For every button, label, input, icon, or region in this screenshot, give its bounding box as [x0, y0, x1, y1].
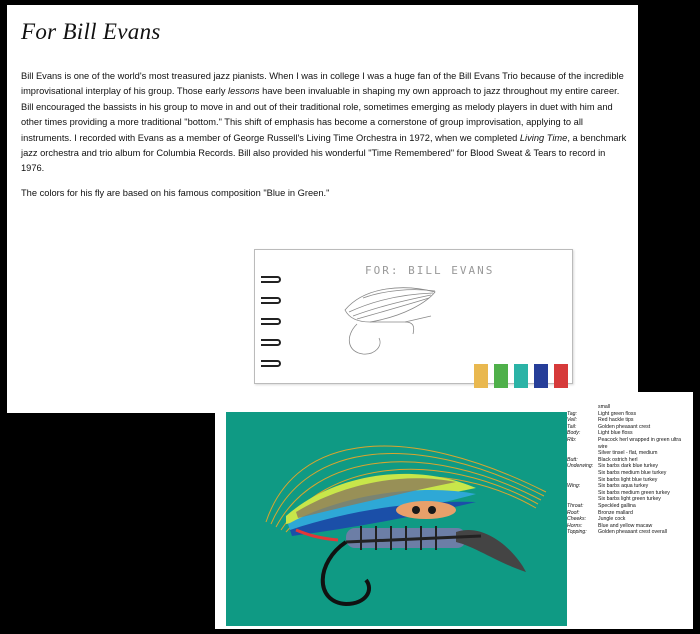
- recipe-key: Horns:: [567, 522, 583, 529]
- recipe-value: Light green floss: [598, 410, 637, 417]
- recipe-list: [567, 404, 691, 536]
- page-title: For Bill Evans: [21, 19, 161, 44]
- recipe-value: Speckled gallina: [598, 502, 636, 509]
- recipe-key: Tail:: [567, 423, 577, 430]
- recipe-key: Cheeks:: [567, 516, 587, 523]
- recipe-value: Bronze mallard: [598, 509, 633, 516]
- body-paragraph-1: [21, 69, 627, 177]
- swatch-green: [494, 364, 508, 388]
- recipe-value: Blue and yellow macaw: [598, 522, 653, 529]
- body-text: [21, 69, 627, 210]
- swatch-yellow: [474, 364, 488, 388]
- recipe-value: Jungle cock: [598, 516, 626, 523]
- sketchbook-page: [254, 249, 573, 384]
- recipe-key: Body:: [567, 430, 581, 437]
- recipe-row: [567, 510, 691, 517]
- swatch-aqua: [514, 364, 528, 388]
- recipe-row: [567, 417, 691, 424]
- recipe-key: Throat:: [567, 502, 584, 509]
- sketch-caption: FOR: BILL EVANS: [365, 264, 495, 277]
- recipe-row: [567, 523, 691, 530]
- recipe-value: Light blue floss: [598, 430, 633, 437]
- recipe-key: [567, 404, 598, 411]
- body-emphasis: Living Time: [519, 132, 568, 143]
- recipe-value: Black ostrich herl: [598, 456, 638, 463]
- body-text-run: have been invaluable in shaping my own approach to jazz throughout my entire career. Bill encouraged the bassists in his group to move in and out of their traditional role, sometimes emerging as melody players in duet with him and other times providing a more traditional "bottom." This shift of emphasis has become a cornerstone of group improvisation, applying to all instruments. I recorded with Evans as a member of George Russell's Living Time Orchestra in 1972, when we completed: [21, 86, 620, 143]
- page-two: [215, 392, 693, 629]
- recipe-row: [567, 457, 691, 464]
- recipe-value: Six barbs aqua turkey Six barbs medium green turkey Six barbs light green turkey: [598, 483, 670, 503]
- recipe-value: Golden pheasant crest: [598, 423, 651, 430]
- color-swatches: [474, 364, 568, 388]
- recipe-row: [567, 529, 691, 536]
- recipe-key: Butt:: [567, 456, 578, 463]
- recipe-row: [567, 411, 691, 418]
- recipe-row: [567, 503, 691, 510]
- recipe-value: Golden pheasant crest overall: [598, 529, 667, 536]
- spiral-binding: [261, 276, 281, 381]
- recipe-key: Underwing:: [567, 463, 594, 470]
- swatch-red: [554, 364, 568, 388]
- recipe-key: Roof:: [567, 509, 580, 516]
- recipe-key: Wing:: [567, 483, 581, 490]
- recipe-value: Red hackle tips: [598, 417, 634, 424]
- fly-sketch-drawing: [335, 278, 445, 378]
- fly-photo: [226, 412, 567, 626]
- recipe-value: Six barbs dark blue turkey Six barbs medium blue turkey Six barbs light blue turkey: [598, 463, 667, 483]
- recipe-key: Rib:: [567, 436, 577, 443]
- body-paragraph-2: The colors for his fly are based on his famous composition "Blue in Green.": [21, 187, 330, 198]
- recipe-row: [567, 437, 691, 457]
- swatch-blue: [534, 364, 548, 388]
- recipe-row: [567, 483, 691, 503]
- page-one: [7, 5, 638, 413]
- recipe-row: [567, 424, 691, 431]
- recipe-key: Veil:: [567, 417, 577, 424]
- recipe-row: [567, 430, 691, 437]
- recipe-value: small: [598, 404, 611, 410]
- recipe-key: Tag:: [567, 410, 577, 417]
- body-emphasis: lessons: [228, 86, 260, 97]
- recipe-row: [567, 463, 691, 483]
- recipe-row: [567, 516, 691, 523]
- recipe-value: Peacock herl wrapped in green ultra wire Silver tinsel - flat, medium: [598, 436, 682, 457]
- recipe-row: [567, 404, 691, 411]
- body-text-run: , a benchmark jazz orchestra and trio album for Columbia Records. Bill also provided his wonderful "Time Remembered" for Blood Sweat & Tears to record in 1976.: [21, 132, 627, 174]
- body-text-run: Bill Evans is one of the world's most treasured jazz pianists. When I was in college I was a huge fan of the Bill Evans Trio because of the incredible improvisational interplay of his group. Those early: [21, 71, 624, 97]
- recipe-key: Topping:: [567, 529, 587, 536]
